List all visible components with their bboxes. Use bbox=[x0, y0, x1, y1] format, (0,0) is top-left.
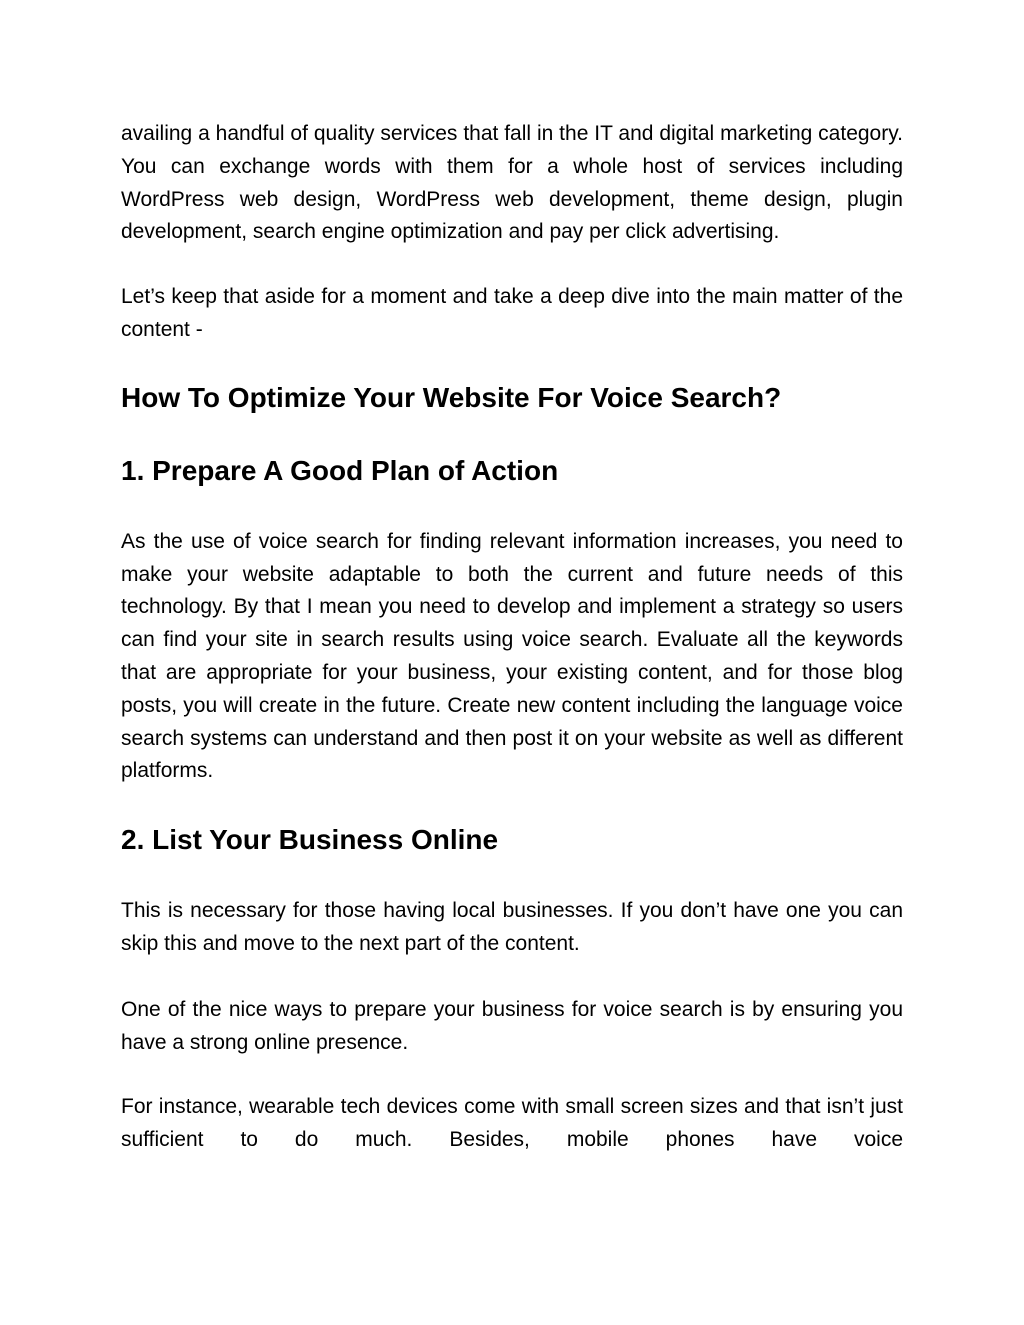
online-presence-paragraph: One of the nice ways to prepare your business for voice search is by ensuring you have a strong online presence. bbox=[121, 997, 903, 1054]
local-business-paragraph: This is necessary for those having local businesses. If you don’t have one you can skip this and move to the next part of the content. bbox=[121, 899, 903, 955]
wearable-tech-paragraph: For instance, wearable tech devices come with small screen sizes and that isn’t just sufficient to do much. Besides, mobile phones have voice bbox=[121, 1095, 903, 1152]
subheading-list-business: 2. List Your Business Online bbox=[121, 824, 499, 856]
intro-paragraph: availing a handful of quality services that fall in the IT and digital marketing category. You can exchange words with them for a whole host of services including WordPress web design, WordPress web development, theme design, plugin development, search engine optimization and pay per click advertising. bbox=[121, 122, 903, 244]
section-heading: How To Optimize Your Website For Voice Search? bbox=[121, 381, 782, 413]
document-page bbox=[121, 118, 903, 1157]
plan-of-action-paragraph: As the use of voice search for finding relevant information increases, you need to make your website adaptable to both the current and future needs of this technology. By that I mean you need to develop and implement a strategy so users can find your site in search results using voice search. Evaluate all the keywords that are appropriate for your business, your existing content, and for those blog posts, you will create in the future. Create new content including the language voice search systems can understand and then post it on your website as well as different platforms. bbox=[121, 529, 903, 783]
subheading-plan-of-action: 1. Prepare A Good Plan of Action bbox=[121, 454, 559, 486]
transition-paragraph: Let’s keep that aside for a moment and take a deep dive into the main matter of the content - bbox=[121, 285, 903, 341]
